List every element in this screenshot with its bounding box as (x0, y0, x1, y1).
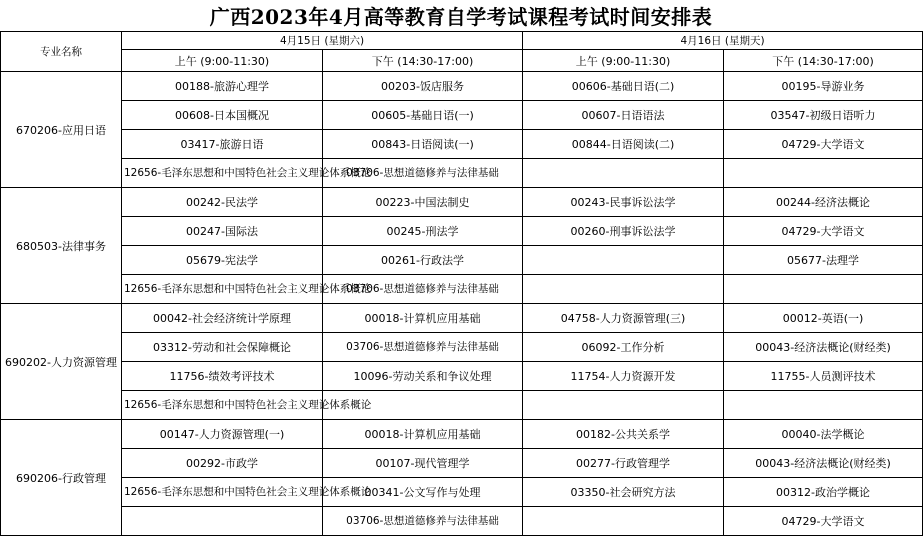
table-row (1, 275, 923, 304)
table-row (1, 362, 923, 391)
course-cell-day1-am: 12656-毛泽东思想和中国特色社会主义理论体系概论 (122, 391, 323, 420)
course-cell-day2-am: 11754-人力资源开发 (523, 362, 724, 391)
course-cell-day2-pm: 00012-英语(一) (724, 304, 923, 333)
course-cell-day2-pm: 00043-经济法概论(财经类) (724, 449, 923, 478)
major-name-cell: 680503-法律事务 (1, 188, 122, 304)
course-cell-day2-pm (724, 391, 923, 420)
course-cell-day2-pm: 04729-大学语文 (724, 130, 923, 159)
course-cell-day2-am: 03350-社会研究方法 (523, 478, 724, 507)
course-cell-day2-pm: 04729-大学语文 (724, 507, 923, 536)
course-cell-day1-am: 00188-旅游心理学 (122, 72, 323, 101)
date-header-day1: 4月15日 (星期六) (122, 32, 523, 50)
course-cell-day2-pm (724, 159, 923, 188)
course-cell-day2-pm (724, 275, 923, 304)
course-cell-day2-am: 00606-基础日语(二) (523, 72, 724, 101)
course-cell-day2-am: 00277-行政管理学 (523, 449, 724, 478)
course-cell-day1-pm: 03706-思想道德修养与法律基础 (323, 333, 523, 362)
course-cell-day2-pm: 00195-导游业务 (724, 72, 923, 101)
session-header-day2-am: 上午 (9:00-11:30) (523, 50, 724, 72)
course-cell-day1-pm: 00605-基础日语(一) (323, 101, 523, 130)
course-cell-day1-am (122, 507, 323, 536)
course-cell-day1-pm: 00223-中国法制史 (323, 188, 523, 217)
session-header-day1-pm: 下午 (14:30-17:00) (323, 50, 523, 72)
course-cell-day2-pm: 04729-大学语文 (724, 217, 923, 246)
course-cell-day1-pm: 03706-思想道德修养与法律基础 (323, 275, 523, 304)
table-row (1, 478, 923, 507)
course-cell-day1-am: 12656-毛泽东思想和中国特色社会主义理论体系概论 (122, 159, 323, 188)
course-cell-day1-pm: 00107-现代管理学 (323, 449, 523, 478)
session-header-day1-am: 上午 (9:00-11:30) (122, 50, 323, 72)
course-cell-day1-pm: 10096-劳动关系和争议处理 (323, 362, 523, 391)
course-cell-day2-pm: 05677-法理学 (724, 246, 923, 275)
course-cell-day1-am: 00147-人力资源管理(一) (122, 420, 323, 449)
header-row-dates (1, 32, 923, 50)
course-cell-day1-pm: 00245-刑法学 (323, 217, 523, 246)
course-cell-day2-am: 00243-民事诉讼法学 (523, 188, 724, 217)
course-cell-day1-am: 12656-毛泽东思想和中国特色社会主义理论体系概论 (122, 275, 323, 304)
course-cell-day2-am: 00182-公共关系学 (523, 420, 724, 449)
major-name-cell: 690206-行政管理 (1, 420, 122, 536)
course-cell-day1-pm: 03706-思想道德修养与法律基础 (323, 507, 523, 536)
table-row (1, 217, 923, 246)
course-cell-day1-am: 00042-社会经济统计学原理 (122, 304, 323, 333)
table-row (1, 188, 923, 217)
schedule-table (0, 31, 923, 536)
course-cell-day1-am: 05679-宪法学 (122, 246, 323, 275)
course-cell-day1-am: 03417-旅游日语 (122, 130, 323, 159)
table-row (1, 507, 923, 536)
course-cell-day2-pm: 00043-经济法概论(财经类) (724, 333, 923, 362)
major-name-cell: 690202-人力资源管理 (1, 304, 122, 420)
table-row (1, 333, 923, 362)
course-cell-day2-am: 00260-刑事诉讼法学 (523, 217, 724, 246)
course-cell-day2-pm: 03547-初级日语听力 (724, 101, 923, 130)
course-cell-day1-am: 00242-民法学 (122, 188, 323, 217)
course-cell-day1-pm: 00018-计算机应用基础 (323, 420, 523, 449)
table-row (1, 159, 923, 188)
table-row (1, 130, 923, 159)
course-cell-day1-am: 11756-绩效考评技术 (122, 362, 323, 391)
course-cell-day1-am: 12656-毛泽东思想和中国特色社会主义理论体系概论 (122, 478, 323, 507)
table-row (1, 246, 923, 275)
session-header-day2-pm: 下午 (14:30-17:00) (724, 50, 923, 72)
course-cell-day1-pm: 00203-饭店服务 (323, 72, 523, 101)
course-cell-day1-am: 00247-国际法 (122, 217, 323, 246)
course-cell-day1-pm: 00843-日语阅读(一) (323, 130, 523, 159)
table-row (1, 72, 923, 101)
major-column-header: 专业名称 (1, 32, 122, 72)
course-cell-day2-am (523, 507, 724, 536)
course-cell-day2-am: 04758-人力资源管理(三) (523, 304, 724, 333)
course-cell-day1-am: 00292-市政学 (122, 449, 323, 478)
table-row (1, 101, 923, 130)
course-cell-day1-pm: 00341-公文写作与处理 (323, 478, 523, 507)
course-cell-day2-am: 06092-工作分析 (523, 333, 724, 362)
course-cell-day1-pm: 03706-思想道德修养与法律基础 (323, 159, 523, 188)
table-row (1, 420, 923, 449)
header-row-sessions (1, 50, 923, 72)
course-cell-day2-am (523, 275, 724, 304)
course-cell-day2-am (523, 391, 724, 420)
date-header-day2: 4月16日 (星期天) (523, 32, 923, 50)
table-row (1, 449, 923, 478)
course-cell-day2-pm: 11755-人员测评技术 (724, 362, 923, 391)
course-cell-day1-pm: 00261-行政法学 (323, 246, 523, 275)
course-cell-day2-am: 00844-日语阅读(二) (523, 130, 724, 159)
course-cell-day2-pm: 00312-政治学概论 (724, 478, 923, 507)
course-cell-day2-am: 00607-日语语法 (523, 101, 724, 130)
course-cell-day1-am: 00608-日本国概况 (122, 101, 323, 130)
major-name-cell: 670206-应用日语 (1, 72, 122, 188)
course-cell-day2-am (523, 159, 724, 188)
course-cell-day1-am: 03312-劳动和社会保障概论 (122, 333, 323, 362)
course-cell-day2-pm: 00040-法学概论 (724, 420, 923, 449)
course-cell-day2-pm: 00244-经济法概论 (724, 188, 923, 217)
course-cell-day1-pm: 00018-计算机应用基础 (323, 304, 523, 333)
table-row (1, 304, 923, 333)
table-row (1, 391, 923, 420)
course-cell-day2-am (523, 246, 724, 275)
page-title: 广西2023年4月高等教育自学考试课程考试时间安排表 (209, 5, 713, 29)
